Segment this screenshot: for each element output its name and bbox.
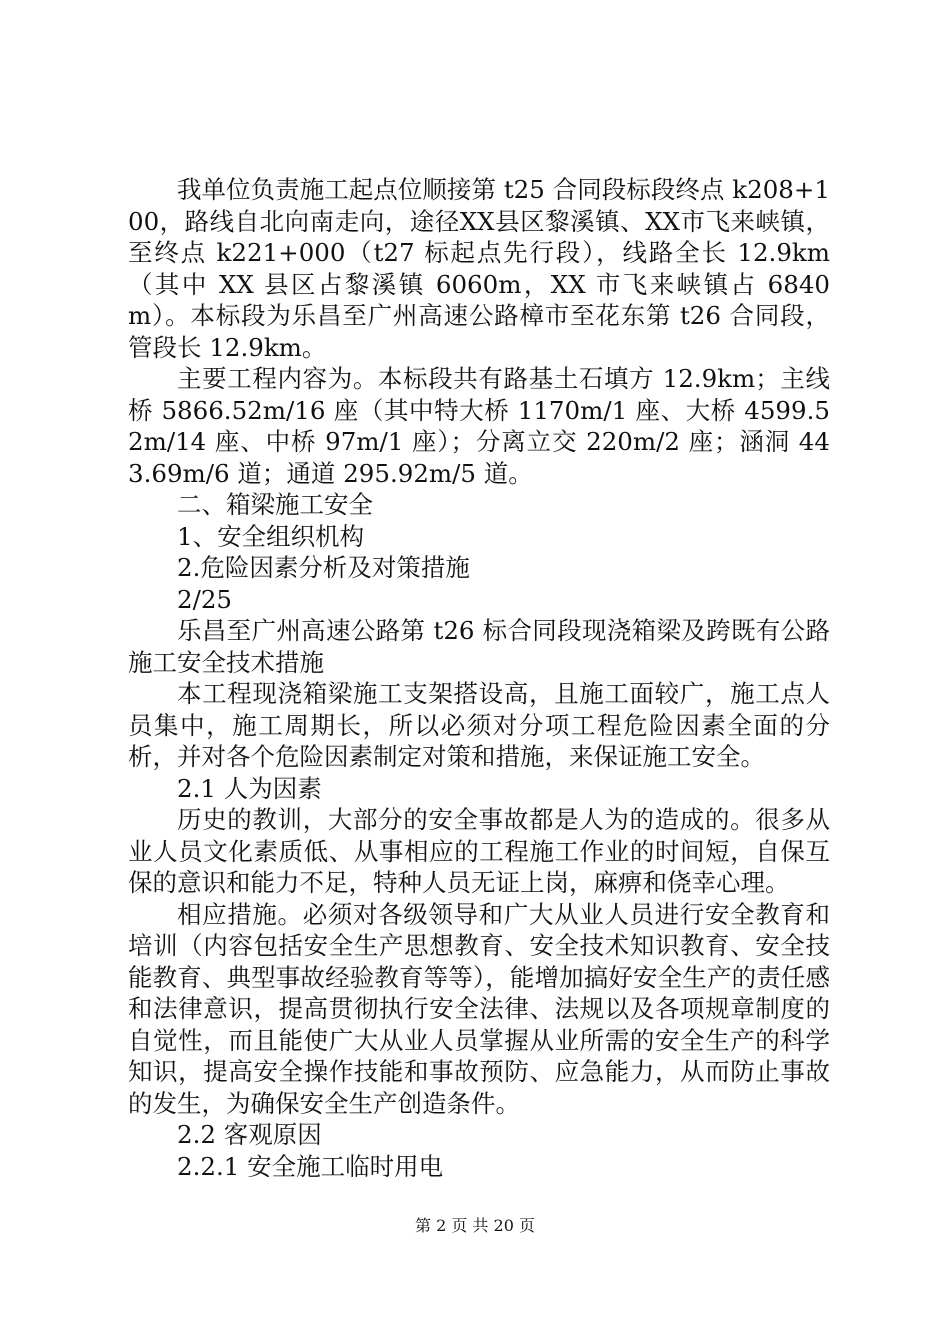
heading-temporary-electricity: 2.2.1 安全施工临时用电 (177, 1151, 444, 1181)
inline-page-marker: 2/25 (177, 584, 233, 614)
heading-box-girder-safety: 二、箱梁施工安全 (177, 490, 373, 519)
heading-risk-analysis: 2.危险因素分析及对策措施 (177, 553, 470, 582)
heading-human-factors: 2.1 人为因素 (177, 773, 322, 803)
page-footer: 第 2 页 共 20 页 (415, 1216, 535, 1235)
paragraph-human-factors: 历史的教训，大部分的安全事故都是人为的造成的。很多从业人员文化素质低、从事相应的工程施工作业的时间短，自保互保的意识和能力不足，特种人员无证上岗，麻痹和侥幸心理。 (128, 805, 830, 897)
paragraph-project-location: 我单位负责施工起点位顺接第 t25 合同段标段终点 k208+100，路线自北向南走向，途径XX县区黎溪镇、XX市飞来峡镇，至终点 k221+000（t27 标起点先行段），线路全长 12.9km（其中 XX 县区占黎溪镇 6060m，XX 市飞来峡镇占 6840m）。本标段为乐昌至广州高速公路樟市至花东第 t26 合同段，管段长 12.9km。 (128, 175, 830, 362)
paragraph-main-works: 主要工程内容为。本标段共有路基土石填方 12.9km；主线桥 5866.52m/16 座（其中特大桥 1170m/1 座、大桥 4599.52m/14 座、中桥 97m/1 座）；分离立交 220m/2 座；涵洞 443.69m/6 道；通道 295.92m/5 道。 (128, 364, 830, 488)
document-body (128, 174, 830, 1182)
heading-objective-causes: 2.2 客观原因 (177, 1120, 322, 1149)
heading-safety-organization: 1、安全组织机构 (177, 521, 365, 551)
paragraph-countermeasures: 相应措施。必须对各级领导和广大从业人员进行安全教育和培训（内容包括安全生产思想教育、安全技术知识教育、安全技能教育、典型事故经验教育等等），能增加搞好安全生产的责任感和法律意识，提高贯彻执行安全法律、法规以及各项规章制度的自觉性，而且能使广大从业人员掌握从业所需的安全生产的科学知识，提高安全操作技能和事故预防、应急能力，从而防止事故的发生，为确保安全生产创造条件。 (128, 899, 830, 1118)
paragraph-document-title: 乐昌至广州高速公路第 t26 标合同段现浇箱梁及跨既有公路施工安全技术措施 (128, 616, 830, 677)
paragraph-project-overview: 本工程现浇箱梁施工支架搭设高，且施工面较广，施工点人员集中，施工周期长，所以必须对分项工程危险因素全面的分析，并对各个危险因素制定对策和措施，来保证施工安全。 (128, 679, 830, 771)
